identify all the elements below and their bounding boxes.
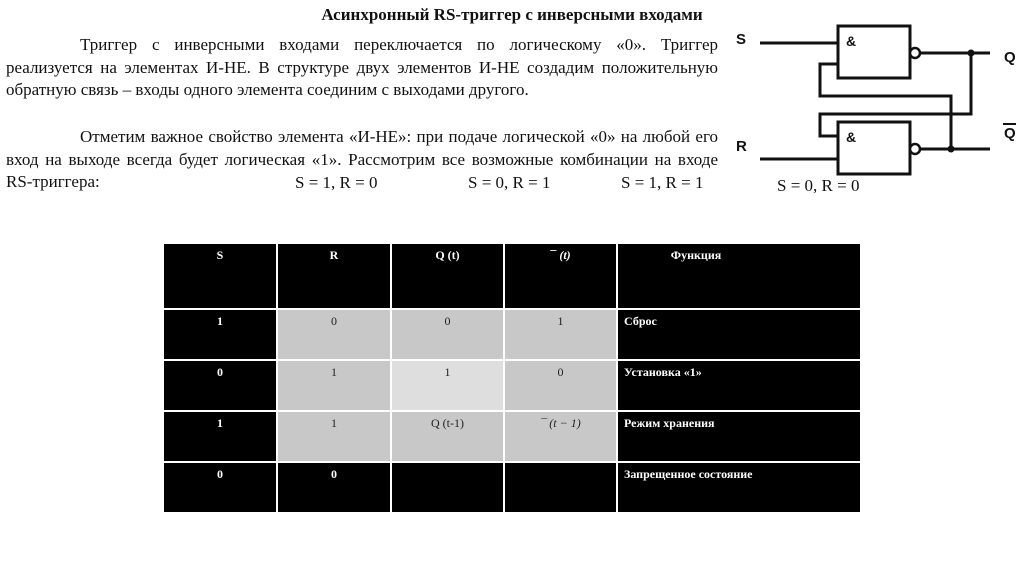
header-qbar-var: (t) bbox=[559, 248, 571, 262]
cell-q: 1 bbox=[391, 360, 504, 411]
combination-4: S = 0, R = 0 bbox=[777, 176, 860, 195]
cell-function: Сброс bbox=[617, 309, 861, 360]
header-function-label: Функция bbox=[670, 248, 722, 262]
cell-qbar bbox=[504, 462, 617, 513]
output-q-label: Q bbox=[1004, 49, 1016, 66]
gate-bottom-label: & bbox=[846, 129, 857, 145]
cell-r: 0 bbox=[277, 309, 391, 360]
paragraph-intro-text: Триггер с инверсными входами переключается по логическому «0». Триггер реализуется на элементах И-НЕ. В структуре двух элементов И-НЕ создадим положительную обратную связь – входы одного элемента соединим с выходами другого. bbox=[6, 35, 718, 99]
cell-function: Установка «1» bbox=[617, 360, 861, 411]
truth-table bbox=[162, 242, 862, 514]
input-r-label: R bbox=[736, 138, 747, 155]
input-s-label: S bbox=[736, 31, 747, 48]
header-q: Q (t) bbox=[391, 243, 504, 309]
header-s: S bbox=[163, 243, 277, 309]
table-row bbox=[163, 360, 861, 411]
output-qbar-label: Q bbox=[1004, 125, 1016, 142]
cell-qbar: ¯ (t − 1) bbox=[504, 411, 617, 462]
page-title: Асинхронный RS-триггер с инверсными входами bbox=[321, 5, 703, 24]
cell-r: 1 bbox=[277, 360, 391, 411]
header-function bbox=[617, 243, 861, 309]
table-row bbox=[163, 309, 861, 360]
inversion-bubble-bottom bbox=[910, 144, 920, 154]
combination-1: S = 1, R = 0 bbox=[295, 173, 378, 192]
table-row bbox=[163, 411, 861, 462]
cell-r: 1 bbox=[277, 411, 391, 462]
cell-qbar: 1 bbox=[504, 309, 617, 360]
gate-top-label: & bbox=[846, 33, 857, 49]
cell-s: 1 bbox=[163, 411, 277, 462]
table-row bbox=[163, 462, 861, 513]
paragraph-property-text: Отметим важное свойство элемента «И-НЕ»: при подаче логической «0» на любой его вход на выходе всегда будет логическая «1». Рассмотрим все возможные комбинации на входе RS-триггера: bbox=[6, 127, 718, 191]
cell-q: Q (t-1) bbox=[391, 411, 504, 462]
cell-q: 0 bbox=[391, 309, 504, 360]
cell-r: 0 bbox=[277, 462, 391, 513]
header-qbar bbox=[504, 243, 617, 309]
cell-s: 0 bbox=[163, 462, 277, 513]
junction-qbar bbox=[948, 146, 955, 153]
cell-function: Режим хранения bbox=[617, 411, 861, 462]
cell-qbar: 0 bbox=[504, 360, 617, 411]
combination-3: S = 1, R = 1 bbox=[621, 173, 704, 192]
combination-2: S = 0, R = 1 bbox=[468, 173, 551, 192]
cell-s: 1 bbox=[163, 309, 277, 360]
header-qbar-bar: ¯ bbox=[550, 248, 557, 262]
cell-function: Запрещенное состояние bbox=[617, 462, 861, 513]
junction-q bbox=[968, 50, 975, 57]
cell-s: 0 bbox=[163, 360, 277, 411]
paragraph-intro bbox=[6, 34, 718, 102]
header-r: R bbox=[277, 243, 391, 309]
table-header-row bbox=[163, 243, 861, 309]
cell-q bbox=[391, 462, 504, 513]
rs-trigger-diagram bbox=[728, 16, 1024, 176]
inversion-bubble-top bbox=[910, 48, 920, 58]
